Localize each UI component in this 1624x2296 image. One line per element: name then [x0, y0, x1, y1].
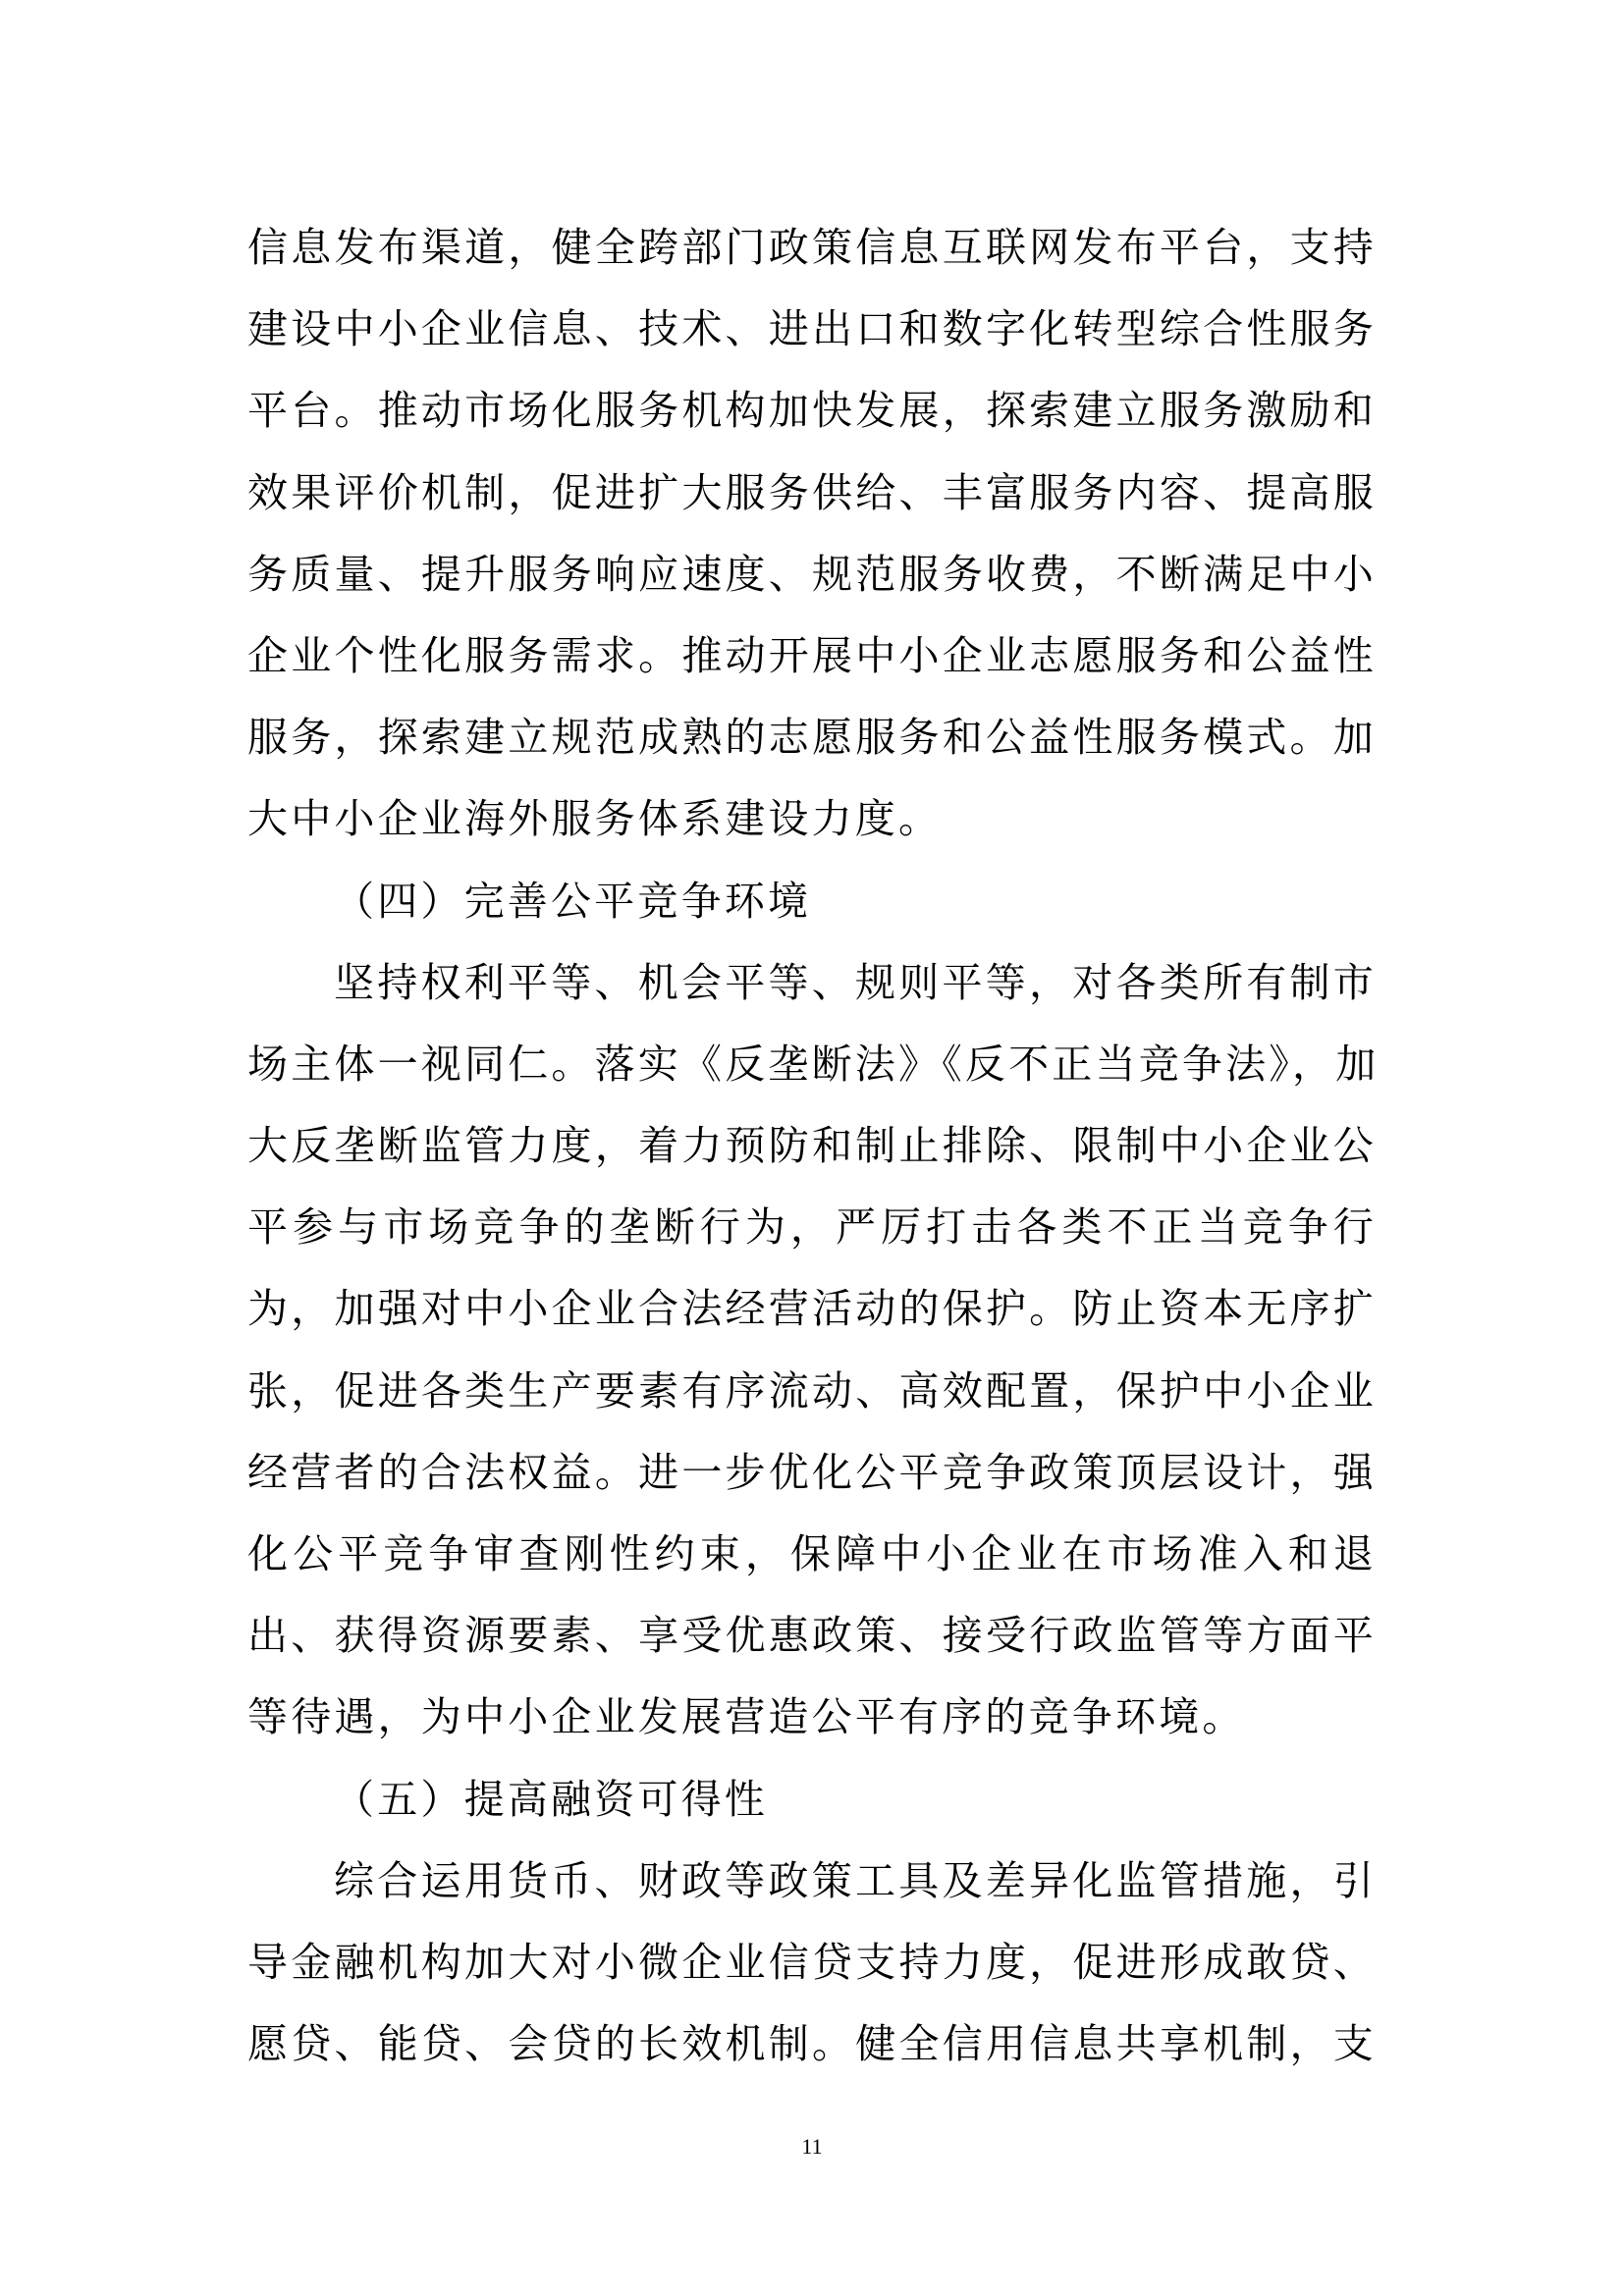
text-line: 经营者的合法权益。进一步优化公平竞争政策顶层设计，强: [247, 1448, 1377, 1496]
text-line: 出、获得资源要素、享受优惠政策、接受行政监管等方面平: [247, 1612, 1377, 1660]
text-line: 平参与市场竞争的垄断行为，严厉打击各类不正当竞争行: [247, 1203, 1377, 1252]
text-line: 服务，探索建立规范成熟的志愿服务和公益性服务模式。加: [247, 714, 1377, 762]
text-line: 导金融机构加大对小微企业信贷支持力度，促进形成敢贷、: [247, 1938, 1377, 1986]
text-line: 大中小企业海外服务体系建设力度。: [247, 795, 943, 843]
section-heading-financing-access: （五）提高融资可得性: [334, 1775, 768, 1823]
text-line: 张，促进各类生产要素有序流动、高效配置，保护中小企业: [247, 1366, 1377, 1415]
text-line: 等待遇，为中小企业发展营造公平有序的竞争环境。: [247, 1693, 1246, 1741]
text-line: 企业个性化服务需求。推动开展中小企业志愿服务和公益性: [247, 631, 1377, 679]
paragraph-service-platforms: [247, 218, 1377, 872]
document-body: [247, 218, 1380, 2096]
text-line: 建设中小企业信息、技术、进出口和数字化转型综合性服务: [247, 305, 1377, 353]
text-line: 务质量、提升服务响应速度、规范服务收费，不断满足中小: [247, 550, 1377, 598]
text-line: 大反垄断监管力度，着力预防和制止排除、限制中小企业公: [247, 1122, 1377, 1170]
text-line: 综合运用货币、财政等政策工具及差异化监管措施，引: [334, 1856, 1377, 1904]
paragraph-financing-access: [247, 1851, 1377, 2097]
text-line: 化公平竞争审查刚性约束，保障中小企业在市场准入和退: [247, 1530, 1377, 1577]
text-line: 坚持权利平等、机会平等、规则平等，对各类所有制市: [334, 958, 1377, 1006]
paragraph-fair-competition: [247, 953, 1380, 1770]
page-number: 11: [801, 2134, 823, 2159]
text-line: 效果评价机制，促进扩大服务供给、丰富服务内容、提高服: [247, 468, 1377, 516]
text-line: 为，加强对中小企业合法经营活动的保护。防止资本无序扩: [247, 1285, 1377, 1333]
text-line: 场主体一视同仁。落实《反垄断法》《反不正当竞争法》，加: [247, 1040, 1380, 1088]
text-line: 愿贷、能贷、会贷的长效机制。健全信用信息共享机制，支: [247, 2020, 1377, 2068]
text-line: 信息发布渠道，健全跨部门政策信息互联网发布平台，支持: [247, 224, 1377, 271]
text-line: 平台。推动市场化服务机构加快发展，探索建立服务激励和: [247, 387, 1377, 435]
section-heading-fair-competition: （四）完善公平竞争环境: [334, 877, 812, 925]
